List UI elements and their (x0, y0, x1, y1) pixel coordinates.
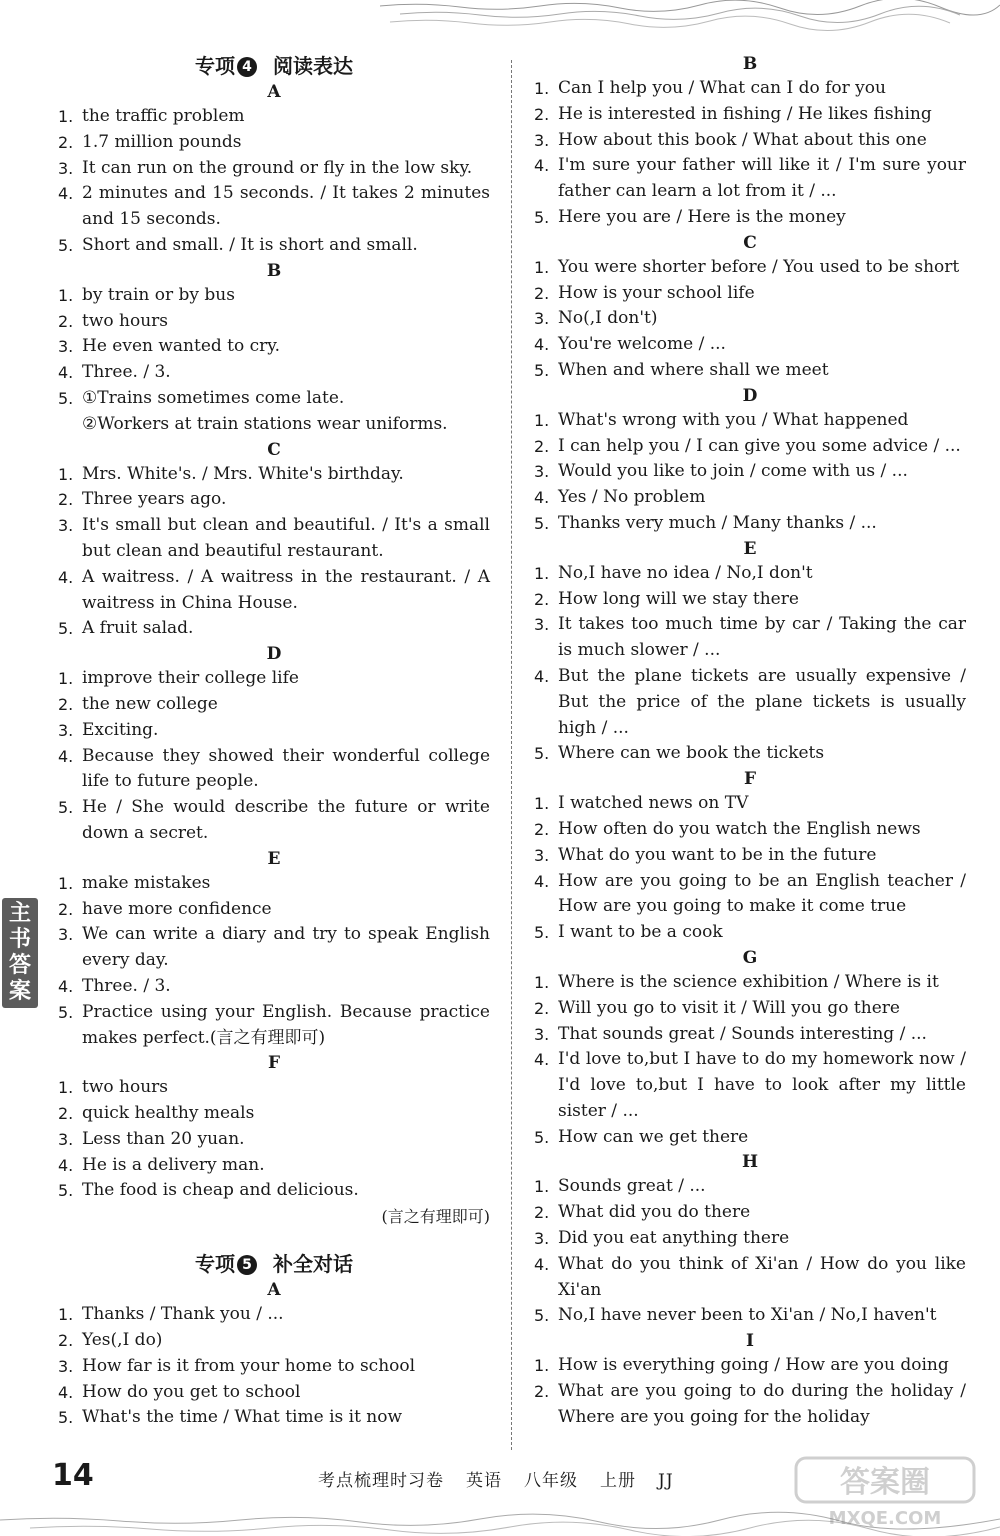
group-letter: D (742, 385, 758, 406)
answer-text: Less than 20 yuan. (82, 1128, 245, 1149)
answer-text: How often do you watch the English news (558, 818, 921, 839)
answer-number: 3. (534, 1024, 550, 1044)
answer-number: 3. (58, 1356, 74, 1376)
answer-number: 3. (534, 1229, 550, 1249)
answer-item (58, 156, 490, 182)
answer-number: 5. (58, 1408, 74, 1428)
answer-text: When and where shall we meet (558, 359, 829, 380)
answer-number: 1. (58, 669, 74, 689)
answer-item (58, 1302, 490, 1328)
section-spacer (58, 1230, 490, 1250)
answer-text: What do you think of Xi'an / How do you like Xi'an (558, 1253, 966, 1300)
answer-number: 3. (58, 1129, 74, 1149)
answer-text: Yes(,I do) (82, 1330, 163, 1351)
answer-text: No,I have no idea / No,I don't (558, 562, 813, 583)
answer-number: 4. (534, 1254, 550, 1274)
answer-item (58, 487, 490, 513)
answer-number: 1. (534, 257, 550, 277)
answer-item (58, 565, 490, 617)
answer-item (534, 434, 966, 460)
section-title-4 (58, 52, 490, 80)
column-divider (511, 60, 512, 1450)
answer-number: 1. (58, 107, 74, 126)
answer-item (58, 104, 490, 130)
answer-text: How can we get there (558, 1126, 749, 1147)
answer-number: 2. (58, 694, 74, 714)
answer-item (534, 332, 966, 358)
answer-item (58, 795, 490, 847)
section-title-text: 阅读表达 (273, 54, 353, 78)
answer-number: 3. (534, 845, 550, 865)
answer-number: 1. (58, 464, 74, 484)
answer-number: 4. (58, 567, 74, 587)
answer-text: Three years ago. (82, 489, 227, 510)
answer-text: You were shorter before / You used to be short (558, 256, 960, 277)
answer-text: A fruit salad. (82, 618, 194, 639)
answer-item (534, 817, 966, 843)
answer-number: 5. (534, 923, 550, 943)
answer-item (534, 1125, 966, 1151)
answer-item (534, 970, 966, 996)
answer-text: He is interested in fishing / He likes fishing (558, 103, 932, 124)
answer-item (534, 1379, 966, 1431)
answer-number: 1. (58, 873, 74, 893)
side-tab-char: 书 (8, 927, 31, 952)
answer-number (58, 412, 82, 438)
answer-number: 4. (534, 488, 550, 508)
left-column (58, 52, 490, 1431)
answer-text: He is a delivery man. (82, 1154, 265, 1175)
answer-text: Thanks very much / Many thanks / ... (558, 512, 877, 533)
answer-text: How are you going to be an English teacher / How are you going to make it come true (558, 870, 966, 917)
answer-text: How about this book / What about this one (558, 129, 927, 150)
answer-text: Yes / No problem (558, 487, 706, 508)
dialogue-completion-answers-continued (534, 52, 966, 1431)
answer-text: No,I have never been to Xi'an / No,I haven't (558, 1305, 937, 1326)
answer-item (58, 922, 490, 974)
answer-number: 2. (534, 104, 550, 124)
answer-item (534, 255, 966, 281)
answer-text: A waitress. / A waitress in the restaurant. / A waitress in China House. (82, 566, 490, 613)
side-tab-main-book-answers (2, 898, 38, 1008)
answer-number: 2. (534, 819, 550, 839)
group-letter: B (266, 260, 282, 281)
answer-number: 2. (534, 283, 550, 303)
answer-text: We can write a diary and try to speak English every day. (82, 924, 490, 971)
answer-text: No(,I don't) (558, 308, 658, 329)
answer-text: That sounds great / Sounds interesting / ... (558, 1023, 927, 1044)
answer-text: What are you going to do during the holiday / Where are you going for the holiday (558, 1381, 966, 1427)
answer-text: What do you want to be in the future (558, 844, 877, 865)
answer-item (534, 485, 966, 511)
answer-text: Three. / 3. (82, 975, 171, 996)
answer-number: 1. (534, 1177, 550, 1197)
answer-item (534, 511, 966, 537)
answer-number: 2. (534, 998, 550, 1018)
answer-number: 2. (58, 1331, 74, 1351)
answer-number: 4. (58, 184, 74, 204)
answer-text: Did you eat anything there (558, 1228, 790, 1249)
answer-number: 3. (534, 462, 550, 482)
section-number-badge: 5 (237, 1255, 257, 1275)
answer-number: 1. (58, 1078, 74, 1098)
answer-text: ①Trains sometimes come late. (82, 387, 345, 408)
side-tab-char: 案 (8, 979, 31, 1004)
answer-item (58, 1380, 490, 1406)
answer-item (534, 920, 966, 946)
footer-grade: 八年级 (524, 1471, 578, 1491)
answer-text: Can I help you / What can I do for you (558, 78, 886, 98)
svg-text:MXQE.COM: MXQE.COM (828, 1508, 942, 1529)
answer-number: 1. (534, 410, 550, 430)
answer-number: 3. (534, 130, 550, 150)
answer-item (58, 309, 490, 335)
answer-number: 4. (58, 976, 74, 996)
answer-number: 1. (534, 563, 550, 583)
answer-item (534, 741, 966, 767)
footer-subject: 英语 (466, 1471, 502, 1491)
answer-text: I'm sure your father will like it / I'm sure your father can learn a lot from it / ... (558, 155, 966, 202)
answer-number: 5. (58, 1181, 74, 1201)
answer-number: 3. (58, 925, 74, 945)
answer-text: improve their college life (82, 668, 299, 689)
answer-item (58, 513, 490, 565)
answer-item (534, 1353, 966, 1379)
section-number-badge: 4 (237, 57, 257, 77)
answer-item (534, 306, 966, 332)
answer-number: 5. (58, 1002, 74, 1022)
group-letter: C (743, 232, 757, 253)
answer-text: The food is cheap and delicious. (82, 1180, 359, 1201)
answer-number: 2. (58, 311, 74, 331)
answer-item (58, 974, 490, 1000)
answer-item (534, 1022, 966, 1048)
answer-text: Short and small. / It is short and small. (82, 234, 418, 255)
answer-text: Would you like to join / come with us / ... (558, 461, 908, 482)
answer-number: 4. (58, 1155, 74, 1175)
answer-text: I can help you / I can give you some advice / ... (558, 435, 961, 456)
answer-item (58, 744, 490, 796)
answer-number: 5. (58, 798, 74, 818)
answer-text: 2 minutes and 15 seconds. / It takes 2 minutes and 15 seconds. (82, 183, 490, 230)
answer-text: ②Workers at train stations wear uniforms. (82, 413, 448, 434)
answer-item (58, 1178, 490, 1204)
answer-text: He / She would describe the future or write down a secret. (82, 797, 490, 843)
svg-text:答案圈: 答案圈 (840, 1465, 930, 1500)
answer-item (58, 871, 490, 897)
answer-item (534, 128, 966, 154)
answer-text: by train or by bus (82, 284, 235, 305)
footer-book-info (318, 1466, 696, 1491)
answer-text: I watched news on TV (558, 793, 749, 814)
group-letter: A (267, 82, 281, 102)
answer-item (534, 153, 966, 205)
answer-number: 1. (534, 972, 550, 992)
answer-number: 3. (58, 158, 74, 178)
watermark-logo (790, 1452, 980, 1530)
answer-item (534, 791, 966, 817)
answer-item (58, 283, 490, 309)
answer-text: Practice using your English. Because practice makes perfect.(言之有理即可) (82, 1001, 490, 1048)
answer-item (58, 1328, 490, 1354)
answer-number: 4. (58, 1382, 74, 1402)
answer-text: It takes too much time by car / Taking the car is much slower / ... (558, 614, 966, 661)
answer-number: 2. (534, 436, 550, 456)
answer-item (534, 1174, 966, 1200)
answer-item (58, 1405, 490, 1431)
answer-text: quick healthy meals (82, 1103, 255, 1124)
answer-text: two hours (82, 1077, 169, 1098)
answer-number: 5. (534, 513, 550, 533)
answer-text: Here you are / Here is the money (558, 206, 846, 227)
answer-item (58, 666, 490, 692)
answer-number: 4. (58, 363, 74, 383)
answer-item (58, 616, 490, 642)
answer-item (534, 102, 966, 128)
answer-item (58, 130, 490, 156)
reading-expression-answers (58, 80, 490, 1204)
answer-item (58, 1127, 490, 1153)
footer-volume: 上册 (600, 1471, 636, 1491)
answer-item (58, 1354, 490, 1380)
side-tab-label (2, 901, 38, 1005)
section-prefix: 专项 (195, 54, 235, 78)
group-letter: B (742, 54, 758, 74)
group-letter: H (741, 1152, 759, 1173)
group-letter: E (267, 848, 281, 869)
answer-number: 4. (534, 156, 550, 176)
answer-item (534, 1303, 966, 1329)
answer-text: It can run on the ground or fly in the low sky. (82, 157, 473, 178)
answer-number: 5. (534, 207, 550, 227)
answer-item (534, 612, 966, 664)
answer-item (58, 462, 490, 488)
answer-text: Will you go to visit it / Will you go there (558, 997, 900, 1018)
answer-item (58, 386, 490, 412)
answer-item (534, 459, 966, 485)
group-letter: E (743, 538, 757, 559)
answer-number: 4. (534, 666, 550, 686)
answer-number: 2. (534, 589, 550, 609)
answer-text: I'd love to,but I have to do my homework now / I'd love to,but I have to look after my little sister / ... (558, 1049, 966, 1121)
answer-text: Three. / 3. (82, 362, 171, 383)
group-letter: G (742, 947, 758, 968)
answer-item (534, 358, 966, 384)
page-number: 14 (52, 1458, 94, 1493)
answer-number: 2. (58, 132, 74, 152)
answer-item (534, 281, 966, 307)
answer-item (534, 561, 966, 587)
answer-text: Thanks / Thank you / ... (82, 1304, 284, 1325)
answer-item (58, 1075, 490, 1101)
answer-number: 5. (534, 1127, 550, 1147)
answer-text: Where is the science exhibition / Where is it (558, 971, 939, 992)
answer-number: 4. (534, 335, 550, 355)
answer-text: How far is it from your home to school (82, 1355, 416, 1376)
footer-edition: JJ (658, 1471, 674, 1491)
answer-number: 3. (58, 516, 74, 536)
answer-text: make mistakes (82, 872, 211, 893)
answer-text: How long will we stay there (558, 588, 799, 609)
top-decoration (380, 0, 1000, 34)
answer-text: Where can we book the tickets (558, 743, 825, 764)
answer-number: 3. (58, 720, 74, 740)
answer-item (534, 996, 966, 1022)
answer-number: 3. (58, 337, 74, 357)
answer-text: What's wrong with you / What happened (558, 409, 909, 430)
answer-item (58, 334, 490, 360)
answer-number: 2. (534, 1203, 550, 1223)
answer-item (534, 205, 966, 231)
answer-number: 3. (534, 615, 550, 635)
side-tab-char: 主 (8, 901, 31, 926)
answer-text: Mrs. White's. / Mrs. White's birthday. (82, 463, 404, 484)
answer-item (58, 233, 490, 259)
group-letter: F (267, 1053, 281, 1074)
answer-number: 5. (58, 235, 74, 255)
answer-item (534, 587, 966, 613)
answer-number: 4. (534, 871, 550, 891)
answer-text: What's the time / What time is it now (82, 1407, 403, 1428)
group-letter: I (746, 1331, 754, 1352)
answer-item (534, 1047, 966, 1124)
answer-number: 3. (534, 309, 550, 329)
answer-text: have more confidence (82, 898, 272, 919)
section-title-5 (58, 1250, 490, 1278)
answer-number: 5. (58, 619, 74, 639)
answer-text: How is everything going / How are you doing (558, 1355, 949, 1376)
group-letter: F (743, 769, 757, 790)
answer-item (534, 1200, 966, 1226)
answer-number: 1. (534, 794, 550, 814)
answer-number: 5. (534, 744, 550, 764)
answer-item (534, 869, 966, 921)
dialogue-completion-answers (58, 1278, 490, 1431)
answer-item (534, 76, 966, 102)
section-title-text: 补全对话 (273, 1252, 353, 1277)
answer-text: the new college (82, 693, 218, 714)
answer-number: 1. (58, 1305, 74, 1325)
right-column (534, 52, 966, 1431)
footer-book-title: 考点梳理时习卷 (318, 1471, 444, 1491)
answer-item (58, 412, 490, 438)
answer-item (58, 360, 490, 386)
answer-text: 1.7 million pounds (82, 131, 242, 152)
answer-item (58, 1000, 490, 1052)
answer-text: How is your school life (558, 282, 755, 303)
answer-item (534, 664, 966, 741)
answer-text: You're welcome / ... (558, 334, 726, 355)
answer-text: the traffic problem (82, 106, 245, 126)
answer-text: I want to be a cook (558, 922, 723, 943)
answer-item (58, 181, 490, 233)
answer-text: He even wanted to cry. (82, 336, 281, 357)
answer-text: It's small but clean and beautiful. / It's a small but clean and beautiful restaurant. (82, 515, 490, 561)
answer-number: 2. (58, 899, 74, 919)
side-tab-char: 答 (8, 953, 31, 978)
group-letter: A (267, 1280, 281, 1301)
answer-item (534, 1226, 966, 1252)
answer-item (534, 408, 966, 434)
answer-number: 5. (58, 388, 74, 408)
answer-number: 4. (534, 1050, 550, 1070)
answer-note: (言之有理即可) (381, 1207, 490, 1227)
answer-item (58, 1101, 490, 1127)
group-letter: D (266, 644, 282, 665)
group-letter: C (267, 439, 281, 460)
answer-number: 5. (534, 360, 550, 380)
answer-item (58, 897, 490, 923)
answer-text: How do you get to school (82, 1381, 301, 1402)
answer-number: 2. (58, 490, 74, 510)
answer-number: 2. (58, 1104, 74, 1124)
answer-number: 1. (534, 1356, 550, 1376)
answer-item (534, 1252, 966, 1304)
answer-text: But the plane tickets are usually expensive / But the price of the plane tickets is usually high / ... (558, 665, 966, 738)
answer-number: 2. (534, 1382, 550, 1402)
answer-text: Exciting. (82, 719, 159, 740)
answer-item (534, 843, 966, 869)
answer-text: Because they showed their wonderful college life to future people. (82, 745, 490, 792)
answer-number: 4. (58, 746, 74, 766)
answer-number: 5. (534, 1306, 550, 1326)
answer-text: Sounds great / ... (558, 1176, 706, 1197)
answer-text: What did you do there (558, 1202, 751, 1223)
answer-number: 1. (534, 79, 550, 98)
answer-item (58, 1153, 490, 1179)
answer-item (58, 692, 490, 718)
answer-item (58, 718, 490, 744)
section-prefix: 专项 (195, 1252, 235, 1277)
answer-text: two hours (82, 310, 169, 331)
answer-number: 1. (58, 285, 74, 305)
